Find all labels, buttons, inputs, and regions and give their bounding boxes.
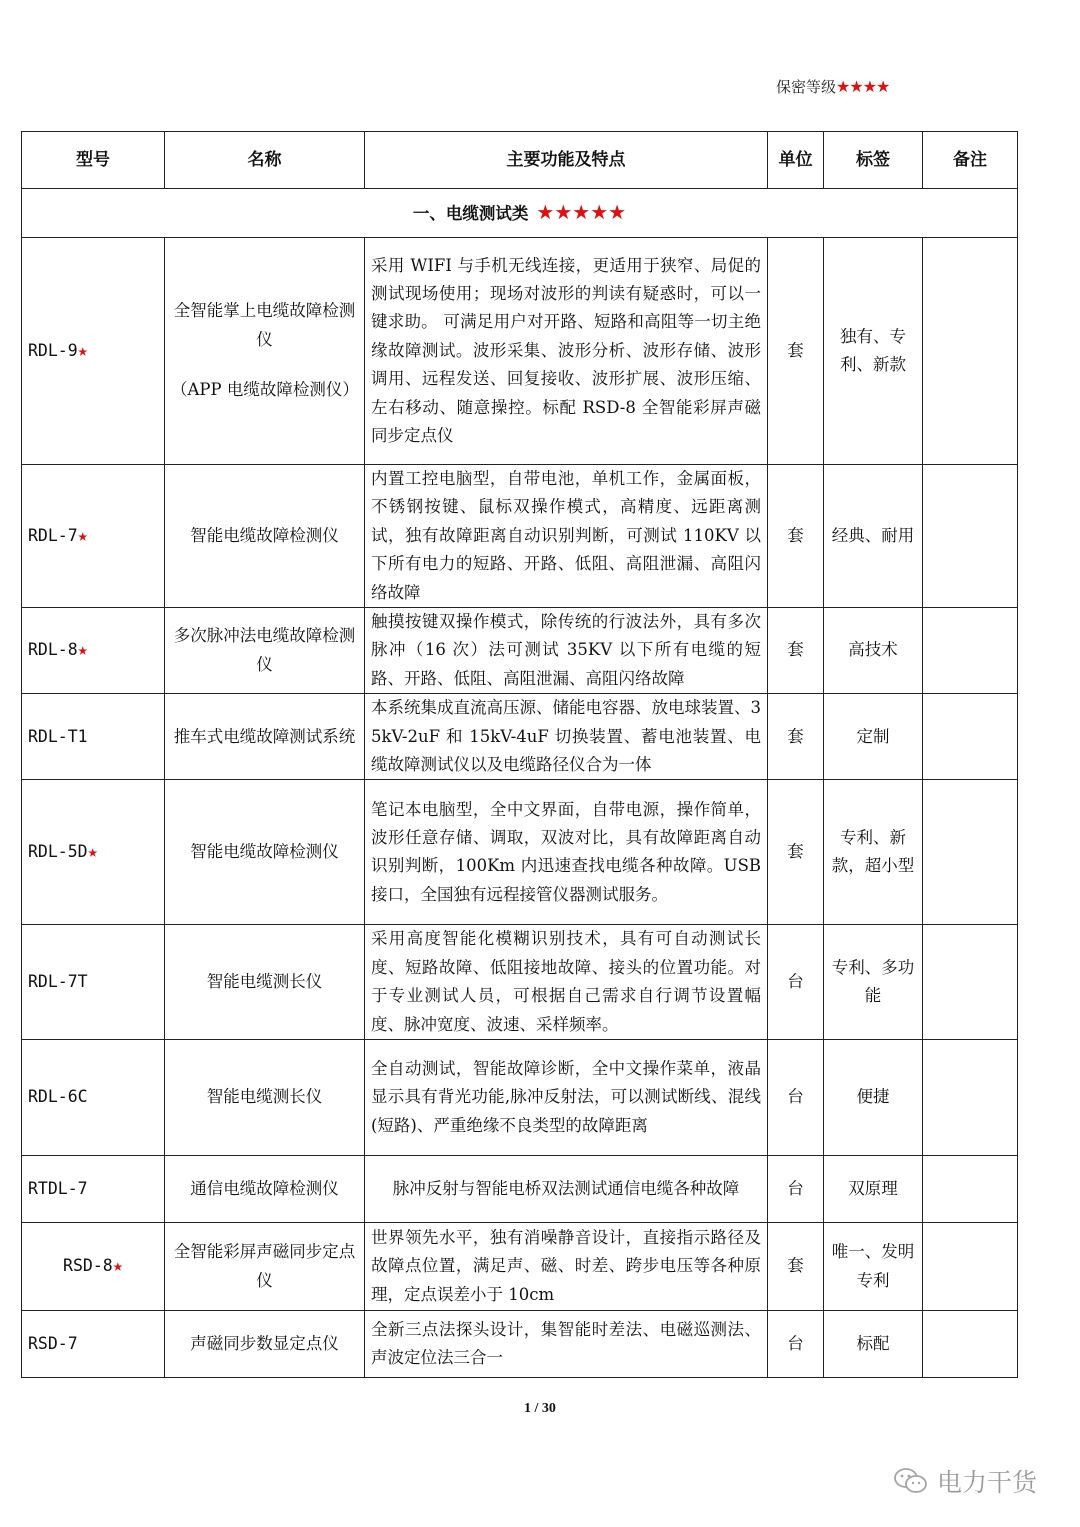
model-cell: [22, 608, 165, 694]
unit-cell: 套: [768, 1223, 824, 1311]
name-cell: [165, 608, 365, 694]
unit-cell: 台: [768, 925, 824, 1040]
star-icon: ★: [77, 525, 88, 546]
name-cell: [165, 694, 365, 780]
unit-cell: 套: [768, 238, 824, 465]
model-code: RDL-9: [28, 340, 78, 360]
features-cell: 内置工控电脑型，自带电池，单机工作，金属面板，不锈钢按键、鼠标双操作模式，高精度、远距离测试，独有故障距离自动识别判断，可测试 110KV 以下所有电力的短路、开路、低阻、高阻泄漏、高阻闪络故障: [365, 465, 768, 608]
product-name: 全智能掌上电缆故障检测仪: [173, 301, 356, 349]
note-cell: [923, 238, 1018, 465]
product-name: 推车式电缆故障测试系统: [173, 726, 356, 746]
features-cell: 世界领先水平，独有消噪静音设计，直接指示路径及故障点位置，满足声、磁、时差、跨步电压等各种原理，定点误差小于 10cm: [365, 1223, 768, 1311]
note-cell: [923, 1040, 1018, 1156]
section-stars: ★★★★★: [536, 199, 627, 224]
note-cell: [923, 608, 1018, 694]
table-row: [22, 238, 1018, 465]
model-code: RTDL-7: [28, 1178, 88, 1198]
features-cell: 触摸按键双操作模式，除传统的行波法外，具有多次脉冲（16 次）法可测试 35KV 以下所有电缆的短路、开路、低阻、高阻泄漏、高阻闪络故障: [365, 608, 768, 694]
unit-cell: 套: [768, 694, 824, 780]
col-header-name: 名称: [165, 132, 365, 189]
section-cell: [22, 189, 1018, 238]
model-code: RDL-T1: [28, 726, 88, 746]
features-cell: 采用高度智能化模糊识别技术，具有可自动测试长度、短路故障、低阻接地故障、接头的位置功能。对于专业测试人员，可根据自己需求自行调节设置幅度、脉冲宽度、波速、采样频率。: [365, 925, 768, 1040]
model-code: RDL-7T: [28, 972, 88, 992]
name-cell: [165, 1311, 365, 1378]
tag-cell: 双原理: [824, 1156, 923, 1223]
note-cell: [923, 1223, 1018, 1311]
note-cell: [923, 925, 1018, 1040]
tag-cell: 唯一、发明专利: [824, 1223, 923, 1311]
section-title: 一、电缆测试类: [412, 203, 529, 223]
tag-cell: 便捷: [824, 1040, 923, 1156]
col-header-unit: 单位: [768, 132, 824, 189]
name-cell: [165, 1223, 365, 1311]
secrecy-stars: ★★★★: [836, 77, 890, 96]
name-cell: [165, 465, 365, 608]
name-cell: [165, 238, 365, 465]
table-row: [22, 1156, 1018, 1223]
product-name: 全智能彩屏声磁同步定点仪: [173, 1242, 356, 1290]
features-cell: 全新三点法探头设计，集智能时差法、电磁巡测法、声波定位法三合一: [365, 1311, 768, 1378]
note-cell: [923, 465, 1018, 608]
note-cell: [923, 1311, 1018, 1378]
product-name: 智能电缆故障检测仪: [190, 525, 339, 545]
features-cell: 本系统集成直流高压源、储能电容器、放电球装置、35kV-2uF 和 15kV-4uF 切换装置、蓄电池装置、电缆故障测试仪以及电缆路径仪合为一体: [365, 694, 768, 780]
star-icon: ★: [77, 640, 88, 661]
product-name: 智能电缆测长仪: [206, 972, 323, 992]
product-name: 通信电缆故障检测仪: [190, 1178, 339, 1198]
table-header-row: [22, 132, 1018, 189]
table-row: [22, 1223, 1018, 1311]
tag-cell: 独有、专利、新款: [824, 238, 923, 465]
name-cell: [165, 925, 365, 1040]
tag-cell: 经典、耐用: [824, 465, 923, 608]
note-cell: [923, 694, 1018, 780]
name-cell: [165, 1040, 365, 1156]
table-row: [22, 925, 1018, 1040]
product-name: 智能电缆故障检测仪: [190, 842, 339, 862]
product-name: 智能电缆测长仪: [206, 1087, 323, 1107]
unit-cell: 套: [768, 465, 824, 608]
table-row: [22, 780, 1018, 925]
product-name: 多次脉冲法电缆故障检测仪: [173, 626, 356, 674]
table-row: [22, 465, 1018, 608]
model-cell: [22, 1223, 165, 1311]
watermark-text: 电力干货: [937, 1468, 1038, 1497]
model-cell: [22, 465, 165, 608]
unit-cell: 套: [768, 780, 824, 925]
model-code: RSD-7: [28, 1333, 78, 1353]
star-icon: ★: [87, 842, 98, 863]
tag-cell: 标配: [824, 1311, 923, 1378]
tag-cell: 专利、多功能: [824, 925, 923, 1040]
unit-cell: 台: [768, 1311, 824, 1378]
tag-cell: 高技术: [824, 608, 923, 694]
product-name: 声磁同步数显定点仪: [190, 1333, 339, 1353]
tag-cell: 定制: [824, 694, 923, 780]
star-icon: ★: [77, 340, 88, 361]
model-code: RDL-5D: [28, 842, 88, 862]
name-cell: [165, 1156, 365, 1223]
model-cell: [22, 238, 165, 465]
table-row: [22, 1311, 1018, 1378]
model-cell: [22, 1311, 165, 1378]
model-code: RDL-7: [28, 525, 78, 545]
features-cell: 脉冲反射与智能电桥双法测试通信电缆各种故障: [365, 1156, 768, 1223]
unit-cell: 台: [768, 1156, 824, 1223]
model-cell: [22, 1040, 165, 1156]
page-number: 1 / 30: [524, 1401, 556, 1416]
model-code: RDL-8: [28, 640, 78, 660]
name-cell: [165, 780, 365, 925]
watermark: [893, 1461, 1037, 1501]
features-cell: 采用 WIFI 与手机无线连接，更适用于狭窄、局促的测试现场使用；现场对波形的判读有疑惑时，可以一键求助。 可满足用户对开路、短路和高阻等一切主绝缘故障测试。波形采集、波形分析、波形存储、波形调用、远程发送、回复接收、波形扩展、波形压缩、左右移动、随意操控。标配 RSD-8 全智能彩屏声磁同步定点仪: [365, 238, 768, 465]
table-row: [22, 608, 1018, 694]
note-cell: [923, 780, 1018, 925]
col-header-tag: 标签: [824, 132, 923, 189]
col-header-model: 型号: [22, 132, 165, 189]
model-code: RDL-6C: [28, 1087, 88, 1107]
unit-cell: 台: [768, 1040, 824, 1156]
model-cell: [22, 694, 165, 780]
features-cell: 全自动测试，智能故障诊断，全中文操作菜单，液晶显示具有背光功能,脉冲反射法，可以测试断线、混线(短路)、严重绝缘不良类型的故障距离: [365, 1040, 768, 1156]
product-table: [21, 131, 1018, 1378]
model-code: RSD-8: [63, 1256, 113, 1276]
note-cell: [923, 1156, 1018, 1223]
table-row: [22, 694, 1018, 780]
model-cell: [22, 1156, 165, 1223]
wechat-icon: [893, 1466, 929, 1496]
col-header-features: 主要功能及特点: [365, 132, 768, 189]
tag-cell: 专利、新款，超小型: [824, 780, 923, 925]
secrecy-level: [776, 76, 889, 97]
table-row: [22, 1040, 1018, 1156]
model-cell: [22, 780, 165, 925]
secrecy-label: 保密等级: [776, 78, 837, 96]
product-name-sub: （APP 电缆故障检测仪）: [171, 380, 359, 400]
unit-cell: 套: [768, 608, 824, 694]
model-cell: [22, 925, 165, 1040]
star-icon: ★: [112, 1256, 123, 1277]
section-row: [22, 189, 1018, 238]
col-header-note: 备注: [923, 132, 1018, 189]
features-cell: 笔记本电脑型，全中文界面，自带电源，操作简单，波形任意存储、调取，双波对比，具有故障距离自动识别判断，100Km 内迅速查找电缆各种故障。USB 接口，全国独有远程接管仪器测试服务。: [365, 780, 768, 925]
